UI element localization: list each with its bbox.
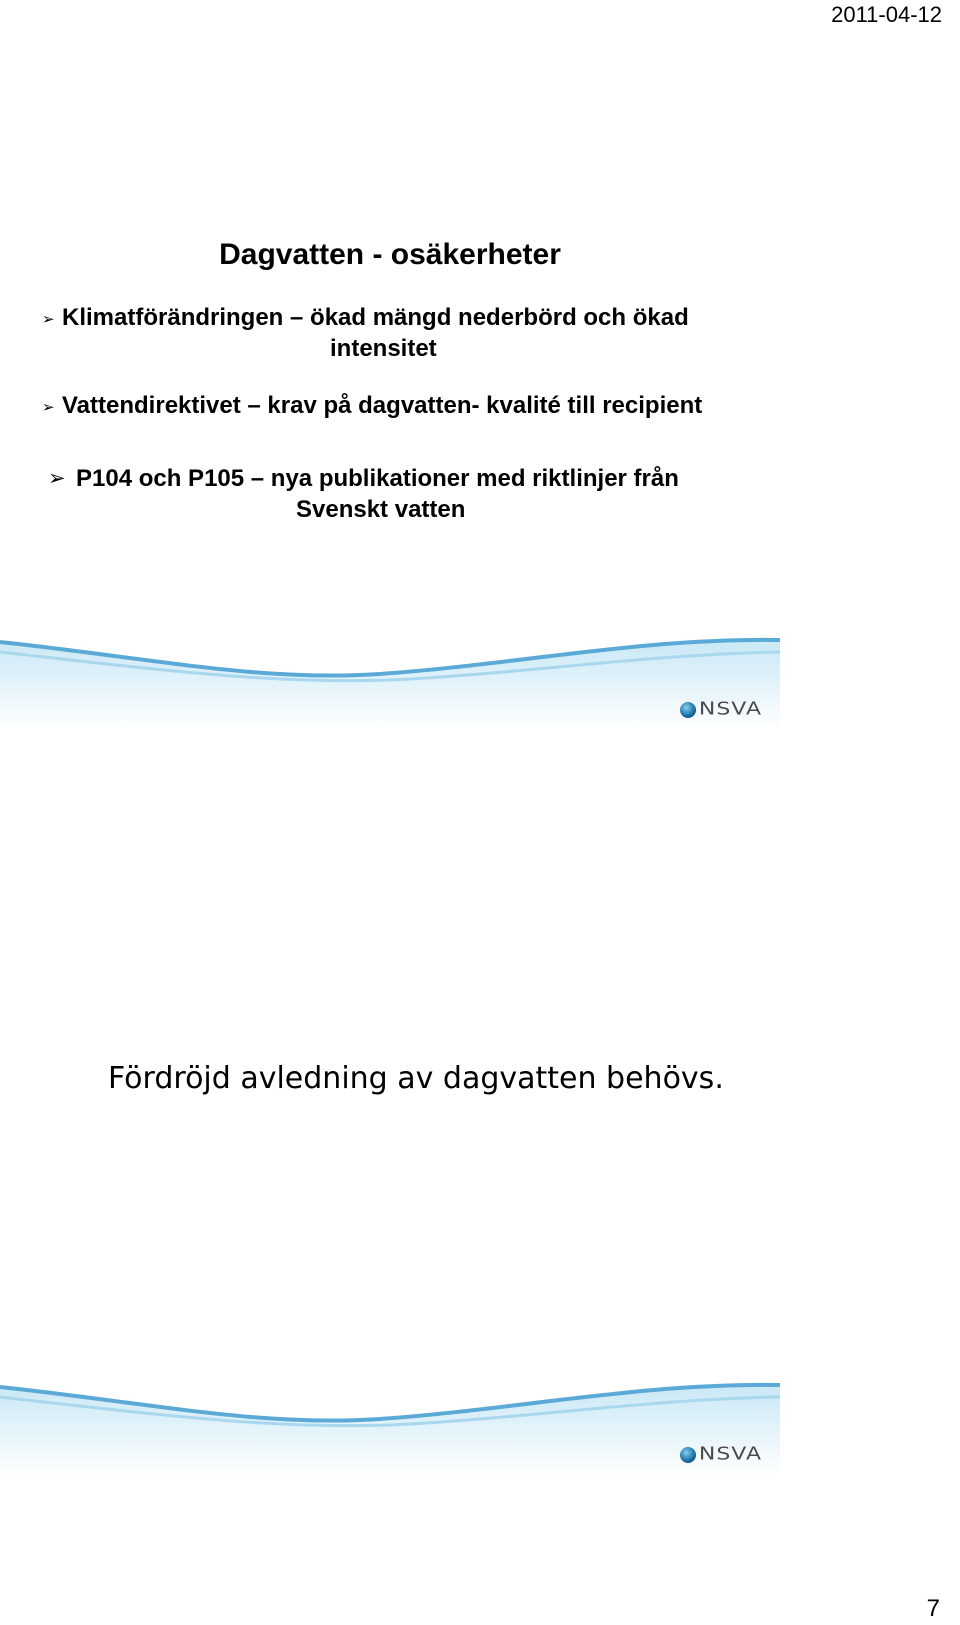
nsva-logo: NSVA (680, 1442, 762, 1467)
page-number: 7 (926, 1595, 940, 1622)
slide-2 (0, 745, 780, 1475)
arrow-bullet-icon: ➢ (42, 311, 55, 328)
bullet-text-line1: P104 och P105 – nya publikationer med riktlinjer från (76, 465, 679, 492)
bullet-item (48, 463, 776, 525)
slide-body-text: Fördröjd avledning av dagvatten behövs. (108, 1061, 724, 1096)
print-date: 2011-04-12 (831, 2, 942, 27)
slide-title: Dagvatten - osäkerheter (219, 238, 561, 271)
nsva-logo: NSVA (680, 697, 762, 722)
wave-footer (0, 1375, 780, 1475)
wave-graphic (0, 1375, 780, 1475)
globe-icon (680, 1447, 696, 1463)
slide-1 (0, 0, 780, 730)
arrow-bullet-icon: ➢ (42, 399, 55, 416)
wave-footer (0, 630, 780, 730)
wave-graphic (0, 630, 780, 730)
bullet-text-line2: intensitet (330, 335, 437, 362)
globe-icon (680, 702, 696, 718)
arrow-bullet-icon: ➢ (48, 467, 66, 490)
bullet-text-line2: Svenskt vatten (296, 496, 466, 523)
bullet-item (42, 302, 762, 364)
bullet-text-line1: Klimatförändringen – ökad mängd nederbörd och ökad (62, 304, 689, 331)
bullet-text-line1: Vattendirektivet – krav på dagvatten- kvalité till recipient (62, 392, 703, 419)
bullet-item (42, 390, 780, 421)
